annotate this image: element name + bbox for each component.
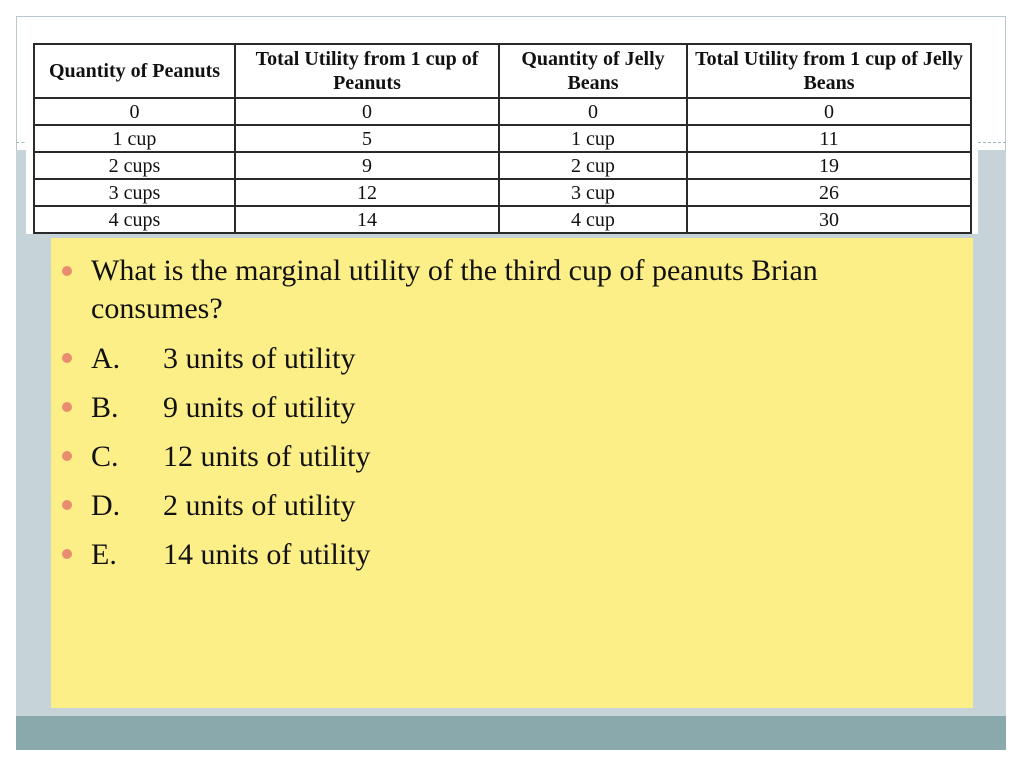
answer-option-a: [91, 339, 951, 379]
bullet-icon: [62, 353, 72, 363]
table-cell: 12: [235, 179, 499, 206]
bullet-icon: [62, 266, 72, 276]
table-cell: 0: [235, 98, 499, 125]
table-cell: 4 cup: [499, 206, 687, 233]
table-row: [34, 98, 971, 125]
table-row: [34, 125, 971, 152]
table-cell: 19: [687, 152, 971, 179]
header-total-utility-jelly-beans: Total Utility from 1 cup of Jelly Beans: [687, 44, 971, 98]
table-cell: 0: [34, 98, 235, 125]
table-header-row: [34, 44, 971, 98]
divider-line-right: [978, 142, 1006, 143]
table-row: [34, 179, 971, 206]
table-cell: 11: [687, 125, 971, 152]
option-letter: B.: [91, 391, 119, 424]
option-letter: E.: [91, 538, 117, 571]
table-cell: 9: [235, 152, 499, 179]
table-row: [34, 206, 971, 233]
option-text: 2 units of utility: [163, 489, 356, 522]
utility-table: [33, 43, 972, 234]
option-text: 12 units of utility: [163, 440, 371, 473]
bullet-icon: [62, 451, 72, 461]
bullet-icon: [62, 402, 72, 412]
option-letter: D.: [91, 489, 121, 522]
header-quantity-jelly-beans: Quantity of Jelly Beans: [499, 44, 687, 98]
option-text: 9 units of utility: [163, 391, 356, 424]
table-cell: 3 cups: [34, 179, 235, 206]
table-cell: 3 cup: [499, 179, 687, 206]
utility-table-image: [26, 38, 978, 234]
question-list: [91, 252, 951, 584]
question-text: What is the marginal utility of the third cup of peanuts Brian consumes?: [91, 254, 818, 325]
question-box: [51, 238, 973, 708]
table-cell: 1 cup: [34, 125, 235, 152]
slide-footer-band: [16, 716, 1006, 750]
answer-option-c: [91, 437, 951, 477]
question-item: [91, 252, 951, 328]
table-cell: 14: [235, 206, 499, 233]
table-cell: 0: [687, 98, 971, 125]
table-row: [34, 152, 971, 179]
answer-option-e: [91, 535, 951, 575]
table-cell: 0: [499, 98, 687, 125]
answer-option-d: [91, 486, 951, 526]
header-total-utility-peanuts: Total Utility from 1 cup of Peanuts: [235, 44, 499, 98]
bullet-icon: [62, 500, 72, 510]
option-text: 14 units of utility: [163, 538, 371, 571]
table-cell: 5: [235, 125, 499, 152]
table-cell: 30: [687, 206, 971, 233]
option-text: 3 units of utility: [163, 342, 356, 375]
answer-option-b: [91, 388, 951, 428]
table-cell: 2 cups: [34, 152, 235, 179]
table-cell: 4 cups: [34, 206, 235, 233]
table-cell: 2 cup: [499, 152, 687, 179]
bullet-icon: [62, 549, 72, 559]
header-quantity-peanuts: Quantity of Peanuts: [34, 44, 235, 98]
table-cell: 26: [687, 179, 971, 206]
table-cell: 1 cup: [499, 125, 687, 152]
option-letter: C.: [91, 440, 119, 473]
option-letter: A.: [91, 342, 121, 375]
